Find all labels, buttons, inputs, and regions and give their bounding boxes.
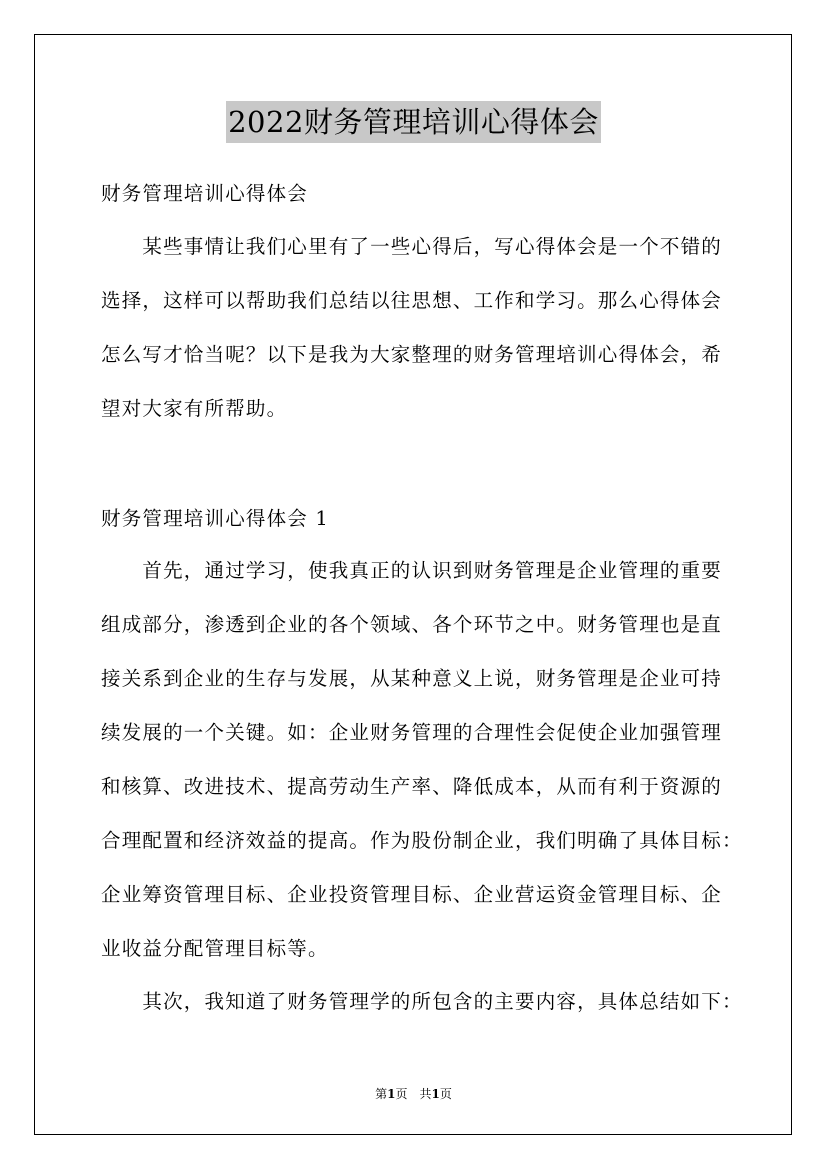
document-title: 2022财务管理培训心得体会: [226, 101, 601, 143]
body-paragraph-2: [101, 975, 741, 1029]
text-line: 企业筹资管理目标、企业投资管理目标、企业营运资金管理目标、企: [101, 883, 723, 906]
section-heading-1: 财务管理培训心得体会: [101, 182, 309, 205]
text-line: 和核算、改进技术、提高劳动生产率、降低成本，从而有利于资源的: [101, 775, 723, 798]
text-line: 业收益分配管理目标等。: [101, 937, 329, 960]
footer-page-number: 1: [387, 1087, 396, 1101]
text-line: 续发展的一个关键。如：企业财务管理的合理性会促使企业加强管理: [101, 721, 723, 744]
text-line: 接关系到企业的生存与发展，从某种意义上说，财务管理是企业可持: [101, 667, 723, 690]
title-container: [0, 101, 827, 143]
footer-suffix: 页: [439, 1087, 452, 1101]
text-line: 怎么写才恰当呢？以下是我为大家整理的财务管理培训心得体会，希: [101, 343, 723, 366]
text-line: 首先，通过学习，使我真正的认识到财务管理是企业管理的重要: [101, 559, 723, 582]
intro-paragraph: [101, 220, 741, 436]
body-paragraph-1: [101, 544, 741, 976]
text-line: 合理配置和经济效益的提高。作为股份制企业，我们明确了具体目标：: [101, 829, 743, 852]
footer-prefix: 第: [375, 1087, 388, 1101]
section-heading-2: 财务管理培训心得体会 1: [101, 507, 330, 530]
text-line: 选择，这样可以帮助我们总结以往思想、工作和学习。那么心得体会: [101, 289, 723, 312]
footer-mid: 页 共: [395, 1087, 432, 1101]
text-line: 组成部分，渗透到企业的各个领域、各个环节之中。财务管理也是直: [101, 613, 723, 636]
text-line: 望对大家有所帮助。: [101, 397, 288, 420]
text-line: 其次，我知道了财务管理学的所包含的主要内容，具体总结如下：: [101, 990, 743, 1013]
page-footer: [0, 1085, 827, 1102]
text-line: 某些事情让我们心里有了一些心得后，写心得体会是一个不错的: [101, 235, 723, 258]
footer-total-pages: 1: [431, 1087, 440, 1101]
